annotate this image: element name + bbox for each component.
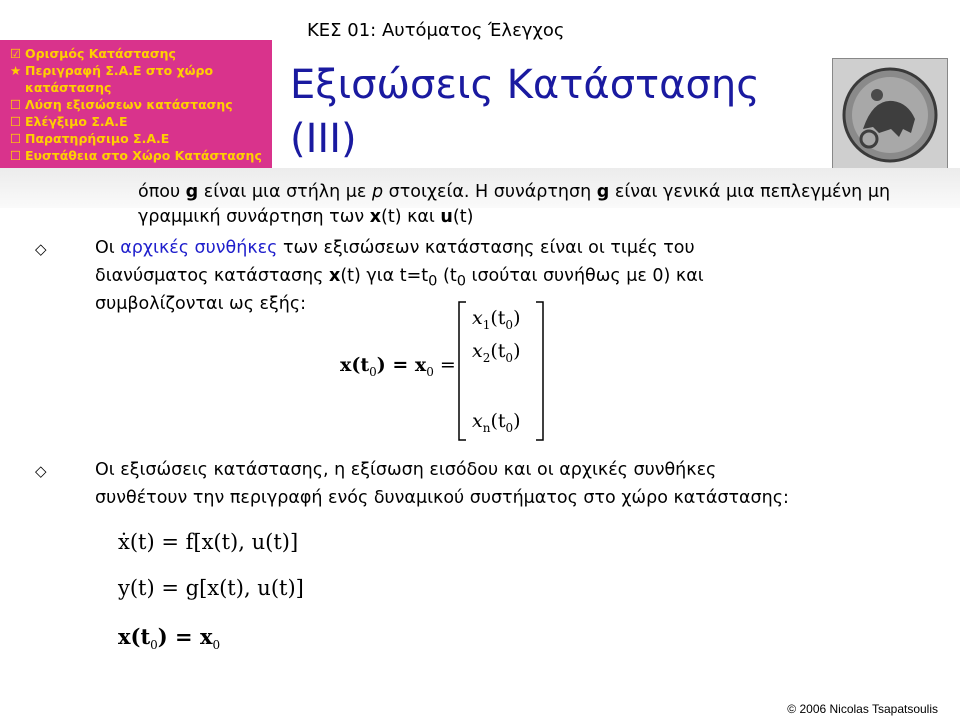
state-equation: ẋ(t) = f[x(t), u(t)] bbox=[118, 530, 299, 554]
star-icon: ★ bbox=[10, 63, 22, 78]
paragraph-1-line-2: διανύσματος κατάστασης x(t) για $t=t_0$ ($t_0$ ισούται συνήθως με 0) και bbox=[95, 266, 704, 290]
initial-condition-lhs: $x(t_0) = x_0$ = bbox=[340, 354, 456, 379]
sidebar-item-controllable[interactable]: ☐ Ελέγξιμο Σ.Α.Ε bbox=[10, 114, 128, 129]
checkbox-icon: ☐ bbox=[10, 114, 22, 129]
checkbox-icon: ☐ bbox=[10, 148, 22, 163]
coin-image bbox=[832, 58, 948, 170]
vector-element-n: $x_n(t_0)$ bbox=[472, 410, 521, 435]
sidebar-item-definition[interactable]: ☑ Ορισμός Κατάστασης bbox=[10, 46, 176, 61]
sidebar-item-stability[interactable]: ☐ Ευστάθεια στο Χώρο Κατάστασης bbox=[10, 148, 262, 163]
course-title: ΚΕΣ 01: Αυτόματος Έλεγχος bbox=[307, 20, 565, 41]
sidebar-item-description[interactable]: ★ Περιγραφή Σ.Α.Ε στο χώρο bbox=[10, 63, 214, 78]
copyright-footer: © 2006 Nicolas Tsapatsoulis bbox=[787, 702, 938, 716]
intro-line-1: όπου g είναι μια στήλη με p στοιχεία. Η συνάρτηση g είναι γενικά μια πεπλεγμένη μη bbox=[138, 182, 891, 202]
paragraph-2-line-1: Οι εξισώσεις κατάστασης, η εξίσωση εισόδου και οι αρχικές συνθήκες bbox=[95, 460, 717, 480]
intro-line-2: γραμμική συνάρτηση των x(t) και u(t) bbox=[138, 207, 474, 227]
sidebar-item-solution[interactable]: ☐ Λύση εξισώσεων κατάστασης bbox=[10, 97, 233, 112]
vector-element-2: $x_2(t_0)$ bbox=[472, 340, 521, 365]
bullet-icon: ◇ bbox=[35, 462, 47, 480]
sidebar-item-observable[interactable]: ☐ Παρατηρήσιμο Σ.Α.Ε bbox=[10, 131, 170, 146]
initial-condition-equation: $x(t_0) = x_0$ bbox=[118, 624, 221, 653]
slide-title: Εξισώσεις Κατάστασης (ΙΙΙ) bbox=[290, 62, 760, 162]
sidebar-outline bbox=[0, 40, 272, 168]
paragraph-2-line-2: συνθέτουν την περιγραφή ενός δυναμικού συστήματος στο χώρο κατάστασης: bbox=[95, 488, 789, 508]
checkbox-icon: ☐ bbox=[10, 97, 22, 112]
sidebar-item-description-cont[interactable]: κατάστασης bbox=[25, 80, 112, 95]
paragraph-1-line-1: Οι αρχικές συνθήκες των εξισώσεων κατάστασης είναι οι τιμές του bbox=[95, 238, 695, 258]
output-equation: y(t) = g[x(t), u(t)] bbox=[118, 576, 304, 600]
checkbox-icon: ☐ bbox=[10, 131, 22, 146]
vector-element-1: $x_1(t_0)$ bbox=[472, 307, 521, 332]
paragraph-1-line-3: συμβολίζονται ως εξής: bbox=[95, 294, 307, 314]
bullet-icon: ◇ bbox=[35, 240, 47, 258]
checked-box-icon: ☑ bbox=[10, 46, 22, 61]
